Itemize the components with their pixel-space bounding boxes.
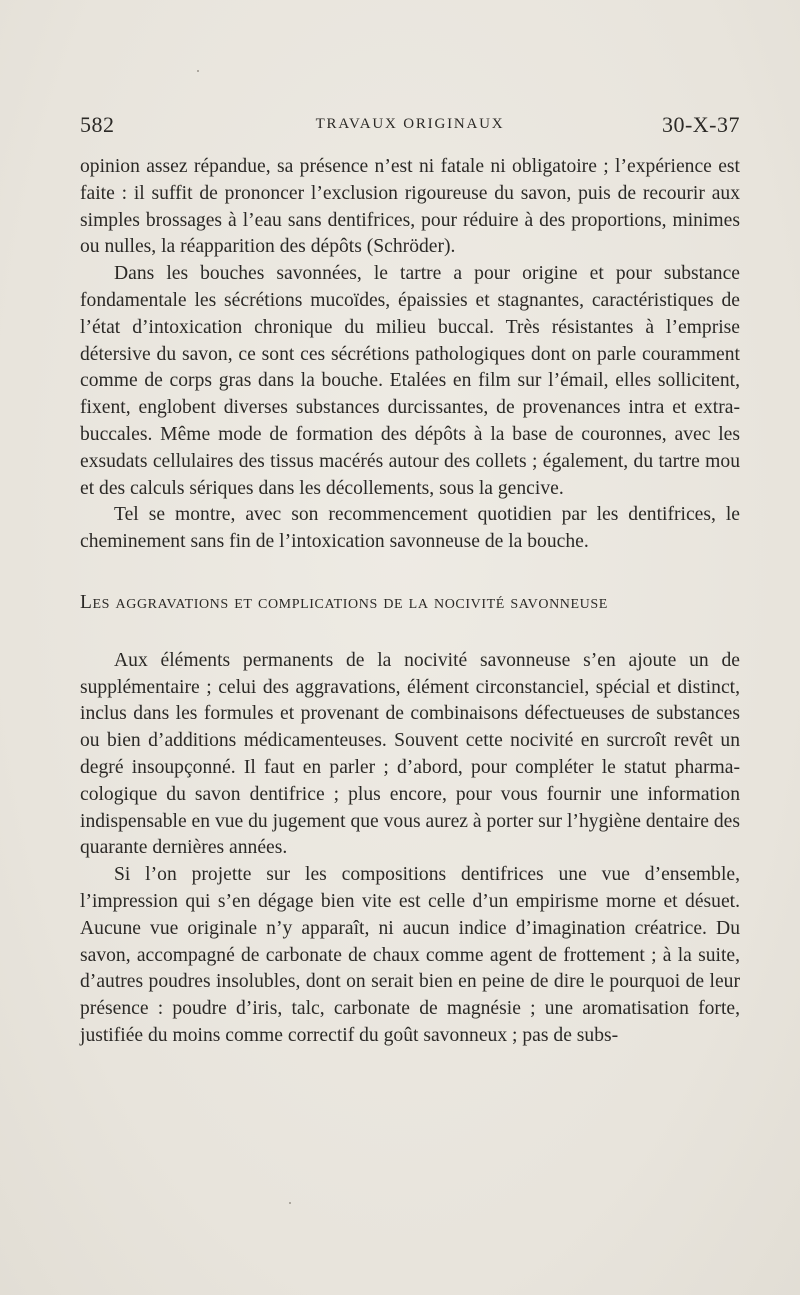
paragraph: opinion assez répandue, sa présence n’est ni fatale ni obligatoire ; l’expérience est faite : il suffit de prononcer l’exclusion rigoureuse du savon, puis de recourir aux simples brossages à l’eau sans dentifrices, pour réduire à des proportions, minimes ou nulles, la réapparition des dépôts (Schröder). — [80, 156, 740, 258]
paragraph: Tel se montre, avec son recommencement quotidien par les dentifrices, le cheminement sans fin de l’intoxication savonneuse de la bouche. — [80, 504, 740, 553]
article-body — [80, 154, 740, 1050]
page-number: 582 — [80, 112, 115, 137]
paper-speck — [289, 1202, 291, 1204]
issue-date: 30-X-37 — [661, 112, 740, 137]
section-heading: Les aggravations et complications de la nocivité savonneuse — [80, 591, 608, 613]
running-header — [80, 112, 740, 140]
paragraph: Dans les bouches savonnées, le tartre a pour origine et pour substance fondamentale les sécrétions mucoïdes, épaissies et stagnantes, caractéristiques de l’état d’intoxication chronique du milieu buccal. Très résistantes à l’emprise détersive du savon, ce sont ces sécrétions pathologiques dont on parle couramment comme de corps gras dans la bouche. Etalées en film sur l’émail, elles sollicitent, fixent, englobent diverses substances durcissantes, de provenances intra et extra-buccales. Même mode de formation des dépôts à la base de couronnes, avec les exsudats cellulaires des tissus macérés autour des collets ; également, du tartre mou et des calculs sériques dans les décollements, sous la gencive. — [80, 263, 740, 499]
paper-speck — [197, 70, 199, 72]
paragraph: Aux éléments permanents de la nocivité savonneuse s’en ajoute un de supplémentaire ; celui des aggravations, élément circonstanciel, spécial et distinct, inclus dans les formules et provenant de combinaisons défectueuses de substances ou bien d’additions médicamenteuses. Souvent cette nocivité en surcroît revêt un degré insoupçonné. Il faut en parler ; d’abord, pour compléter le statut pharmacologique du savon dentifrice ; plus encore, pour vous fournir une information indispensable en vue du jugement que vous aurez à porter sur l’hygiène dentaire des quarante dernières années. — [80, 649, 740, 859]
journal-title: TRAVAUX ORIGINAUX — [315, 116, 505, 132]
paragraph: Si l’on projette sur les compositions dentifrices une vue d’ensemble, l’impression qui s’en dégage bien vite est celle d’un empirisme morne et désuet. Aucune vue originale n’y apparaît, ni aucun indice d’imagination créatrice. Du savon, accompagné de carbonate de chaux comme agent de frottement ; à la suite, d’autres poudres insolubles, dont on serait bien en peine de dire le pourquoi de leur présence : poudre d’iris, talc, carbonate de magnésie ; une aromatisation forte, justifiée du moins comme correctif du goût savonneux ; pas de subs- — [80, 864, 740, 1046]
